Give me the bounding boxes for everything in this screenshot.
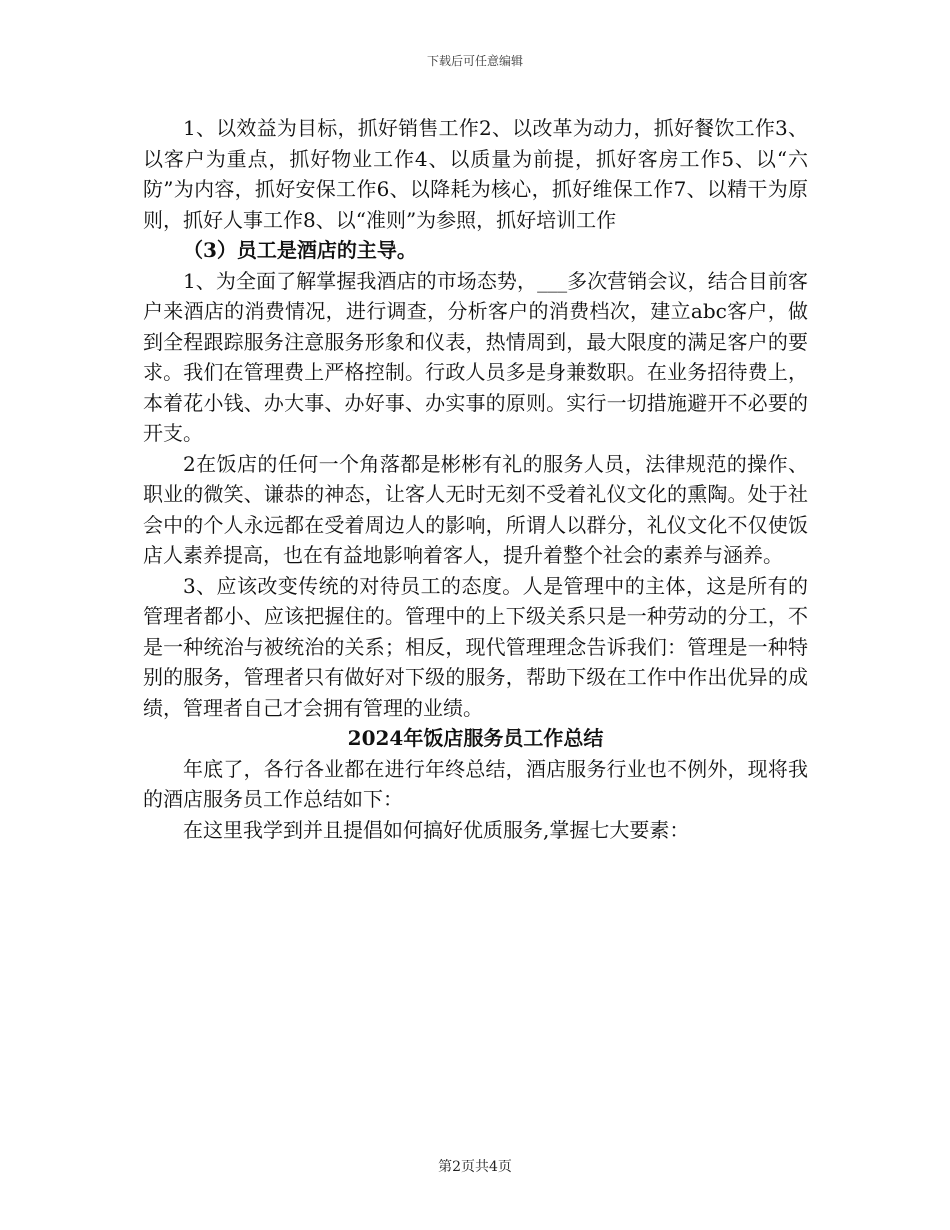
page-footer: 第2页共4页 (438, 1159, 512, 1175)
paragraph-marketing: 1、为全面了解掌握我酒店的市场态势，___多次营销会议，结合目前客户来酒店的消费情况，进行调查，分析客户的消费档次，建立abc客户，做到全程跟踪服务注意服务形象和仪表，热情周到，最大限度的满足客户的要求。我们在管理费上严格控制。行政人员多是身兼数职。在业务招待费上，本着花小钱、办大事、办好事、办实事的原则。实行一切措施避开不必要的开支。 (143, 268, 808, 445)
document-body (143, 113, 808, 845)
paragraph-goals: 1、以效益为目标，抓好销售工作2、以改革为动力，抓好餐饮工作3、以客户为重点，抓好物业工作4、以质量为前提，抓好客房工作5、以“六防”为内容，抓好安保工作6、以降耗为核心，抓好维保工作7、以精干为原则，抓好人事工作8、以“准则”为参照，抓好培训工作 (143, 116, 808, 232)
document-title: 2024年饭店服务员工作总结 (347, 726, 604, 750)
paragraph-elements: 在这里我学到并且提倡如何搞好优质服务,掌握七大要素： (183, 817, 690, 842)
paragraph-etiquette: 2在饭店的任何一个角落都是彬彬有礼的服务人员，法律规范的操作、职业的微笑、谦恭的神态，让客人无时无刻不受着礼仪文化的熏陶。处于社会中的个人永远都在受着周边人的影响，所谓人以群分，礼仪文化不仅使饭店人素养提高，也在有益地影响着客人，提升着整个社会的素养与涵养。 (143, 451, 808, 567)
paragraph-management: 3、应该改变传统的对待员工的态度。人是管理中的主体，这是所有的管理者都小、应该把握住的。管理中的上下级关系只是一种劳动的分工，不是一种统治与被统治的关系；相反，现代管理理念告诉我们：管理是一种特别的服务，管理者只有做好对下级的服务，帮助下级在工作中作出优异的成绩，管理者自己才会拥有管理的业绩。 (143, 573, 808, 720)
page-header: 下载后可任意编辑 (426, 54, 523, 68)
section-subheading: （3）员工是酒店的主导。 (183, 238, 417, 262)
paragraph-intro: 年底了，各行各业都在进行年终总结，酒店服务行业也不例外，现将我的酒店服务员工作总结如下： (143, 756, 808, 811)
